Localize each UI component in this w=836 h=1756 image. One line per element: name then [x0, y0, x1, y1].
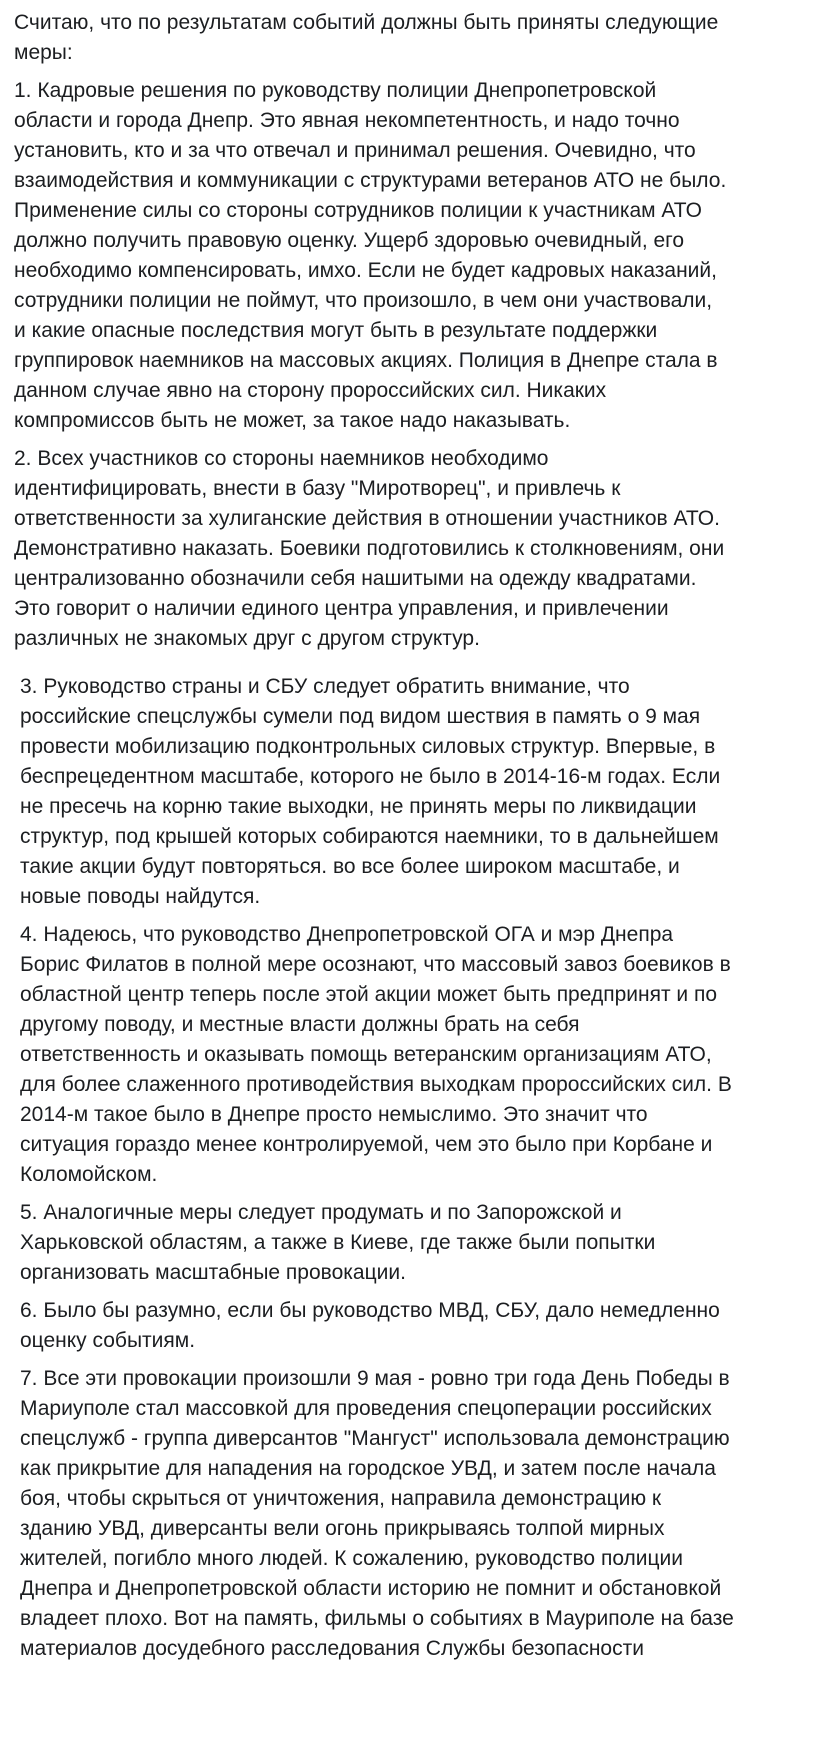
post-text-block-1: [0, 8, 794, 654]
text-line: владеет плохо. Вот на память, фильмы о событиях в Мауриполе на базе: [20, 1607, 734, 1630]
text-line: 1. Кадровые решения по руководству полиции Днепропетровской: [14, 79, 657, 102]
text-line: установить, кто и за что отвечал и принимал решения. Очевидно, что: [14, 139, 696, 162]
text-line: 7. Все эти провокации произошли 9 мая - ровно три года День Победы в: [20, 1367, 730, 1390]
text-line: спецслужб - группа диверсантов "Мангуст" использовала демонстрацию: [20, 1427, 730, 1450]
paragraph-2: [0, 444, 794, 654]
paragraph-3: [0, 672, 800, 912]
text-line: Это говорит о наличии единого центра управления, и привлечении: [14, 597, 669, 620]
paragraph-1: [0, 76, 794, 436]
text-line: зданию УВД, диверсанты вели огонь прикрываясь толпой мирных: [20, 1517, 665, 1540]
text-line: меры:: [14, 41, 73, 64]
text-line: взаимодействия и коммуникации с структурами ветеранов АТО не было.: [14, 169, 727, 192]
paragraph-6: [0, 1296, 800, 1356]
text-line: жителей, погибло много людей. К сожалению, руководство полиции: [20, 1547, 684, 1570]
text-line: Харьковской областям, а также в Киеве, где также были попытки: [20, 1231, 656, 1254]
text-line: должно получить правовую оценку. Ущерб здоровью очевидный, его: [14, 229, 685, 252]
text-line: компромиссов быть не может, за такое надо наказывать.: [14, 409, 571, 432]
post-text-block-2: [0, 672, 800, 1664]
text-line: данном случае явно на сторону пророссийских сил. Никаких: [14, 379, 607, 402]
text-line: централизованно обозначили себя нашитыми на одежду квадратами.: [14, 567, 697, 590]
text-line: не пресечь на корню такие выходки, не принять меры по ликвидации: [20, 795, 697, 818]
text-line: и какие опасные последствия могут быть в результате поддержки: [14, 319, 658, 342]
text-line: оценку событиям.: [20, 1329, 196, 1352]
text-line: как прикрытие для нападения на городское УВД, и затем после начала: [20, 1457, 716, 1480]
paragraph-7: [0, 1364, 800, 1664]
text-line: 4. Надеюсь, что руководство Днепропетровской ОГА и мэр Днепра: [20, 923, 674, 946]
text-line: группировок наемников на массовых акциях. Полиция в Днепре стала в: [14, 349, 718, 372]
text-line: боя, чтобы скрыться от уничтожения, направила демонстрацию к: [20, 1487, 662, 1510]
text-line: Борис Филатов в полной мере осознают, что массовый завоз боевиков в: [20, 953, 731, 976]
text-line: провести мобилизацию подконтрольных силовых структур. Впервые, в: [20, 735, 716, 758]
text-line: структур, под крышей которых собираются наемники, то в дальнейшем: [20, 825, 719, 848]
text-line: Применение силы со стороны сотрудников полиции к участникам АТО: [14, 199, 703, 222]
text-line: Мариуполе стал массовкой для проведения спецоперации российских: [20, 1397, 712, 1420]
text-line: необходимо компенсировать, имхо. Если не будет кадровых наказаний,: [14, 259, 717, 282]
text-line: ситуация гораздо менее контролируемой, чем это было при Корбане и: [20, 1133, 713, 1156]
text-line: различных не знакомых друг с другом структур.: [14, 627, 480, 650]
text-line: другому поводу, и местные власти должны брать на себя: [20, 1013, 580, 1036]
text-line: области и города Днепр. Это явная некомпетентность, и надо точно: [14, 109, 680, 132]
text-line: Днепра и Днепропетровской области историю не помнит и обстановкой: [20, 1577, 722, 1600]
text-line: беспрецедентном масштабе, которого не было в 2014-16-м годах. Если: [20, 765, 721, 788]
text-line: 5. Аналогичные меры следует продумать и по Запорожской и: [20, 1201, 622, 1224]
text-line: Демонстративно наказать. Боевики подготовились к столкновениям, они: [14, 537, 725, 560]
text-line: для более слаженного противодействия выходкам пророссийских сил. В: [20, 1073, 732, 1096]
text-line: организовать масштабные провокации.: [20, 1261, 406, 1284]
text-line: материалов досудебного расследования Службы безопасности: [20, 1637, 644, 1660]
text-line: ответственности за хулиганские действия в отношении участников АТО.: [14, 507, 720, 530]
text-line: новые поводы найдутся.: [20, 885, 261, 908]
text-line: российские спецслужбы сумели под видом шествия в память о 9 мая: [20, 705, 701, 728]
text-line: идентифицировать, внести в базу "Миротворец", и привлечь к: [14, 477, 621, 500]
text-line: сотрудники полиции не поймут, что произошло, в чем они участвовали,: [14, 289, 713, 312]
text-line: 2014-м такое было в Днепре просто немыслимо. Это значит что: [20, 1103, 648, 1126]
text-line: Коломойском.: [20, 1163, 158, 1186]
text-line: областной центр теперь после этой акции может быть предпринят и по: [20, 983, 718, 1006]
text-line: Считаю, что по результатам событий должны быть приняты следующие: [14, 11, 719, 34]
text-line: ответственность и оказывать помощь ветеранским организациям АТО,: [20, 1043, 712, 1066]
text-line: такие акции будут повторяться. во все более широком масштабе, и: [20, 855, 680, 878]
paragraph-4: [0, 920, 800, 1190]
paragraph-5: [0, 1198, 800, 1288]
text-line: 2. Всех участников со стороны наемников необходимо: [14, 447, 549, 470]
paragraph-intro: [0, 8, 794, 68]
text-line: 3. Руководство страны и СБУ следует обратить внимание, что: [20, 675, 630, 698]
text-line: 6. Было бы разумно, если бы руководство МВД, СБУ, дало немедленно: [20, 1299, 720, 1322]
